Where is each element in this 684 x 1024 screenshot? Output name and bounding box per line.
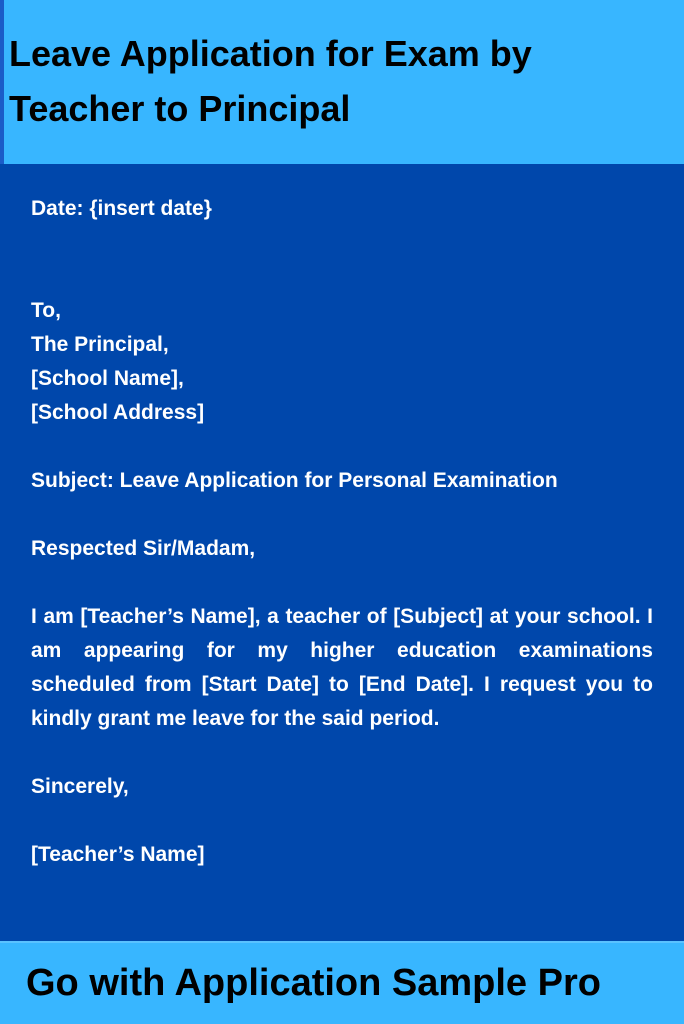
- spacer: [31, 804, 653, 838]
- header-banner: [0, 0, 684, 164]
- letter-salutation: Respected Sir/Madam,: [31, 537, 256, 560]
- footer-text: Go with Application Sample Pro: [26, 962, 601, 1004]
- spacer: [31, 736, 653, 770]
- footer-banner: [0, 941, 684, 1024]
- spacer: [31, 498, 653, 532]
- letter-recipient: The Principal,: [31, 333, 169, 356]
- letter-body: I am [Teacher’s Name], a teacher of [Subject] at your school. I am appearing for my higher education examinations scheduled from [Start Date] to [End Date]. I request you to kindly grant me leave for the said period.: [31, 605, 653, 730]
- letter-panel: [0, 164, 684, 941]
- letter-date: Date: {insert date}: [31, 197, 212, 220]
- letter-school-address: [School Address]: [31, 401, 205, 424]
- spacer: [31, 226, 653, 294]
- letter-closing: Sincerely,: [31, 775, 129, 798]
- page-title: Leave Application for Exam by Teacher to Principal: [9, 33, 532, 129]
- letter-content: [31, 192, 653, 872]
- letter-to: To,: [31, 299, 61, 322]
- spacer: [31, 430, 653, 464]
- letter-subject: Subject: Leave Application for Personal Examination: [31, 469, 558, 492]
- letter-school-name: [School Name],: [31, 367, 184, 390]
- spacer: [31, 566, 653, 600]
- letter-signature: [Teacher’s Name]: [31, 843, 205, 866]
